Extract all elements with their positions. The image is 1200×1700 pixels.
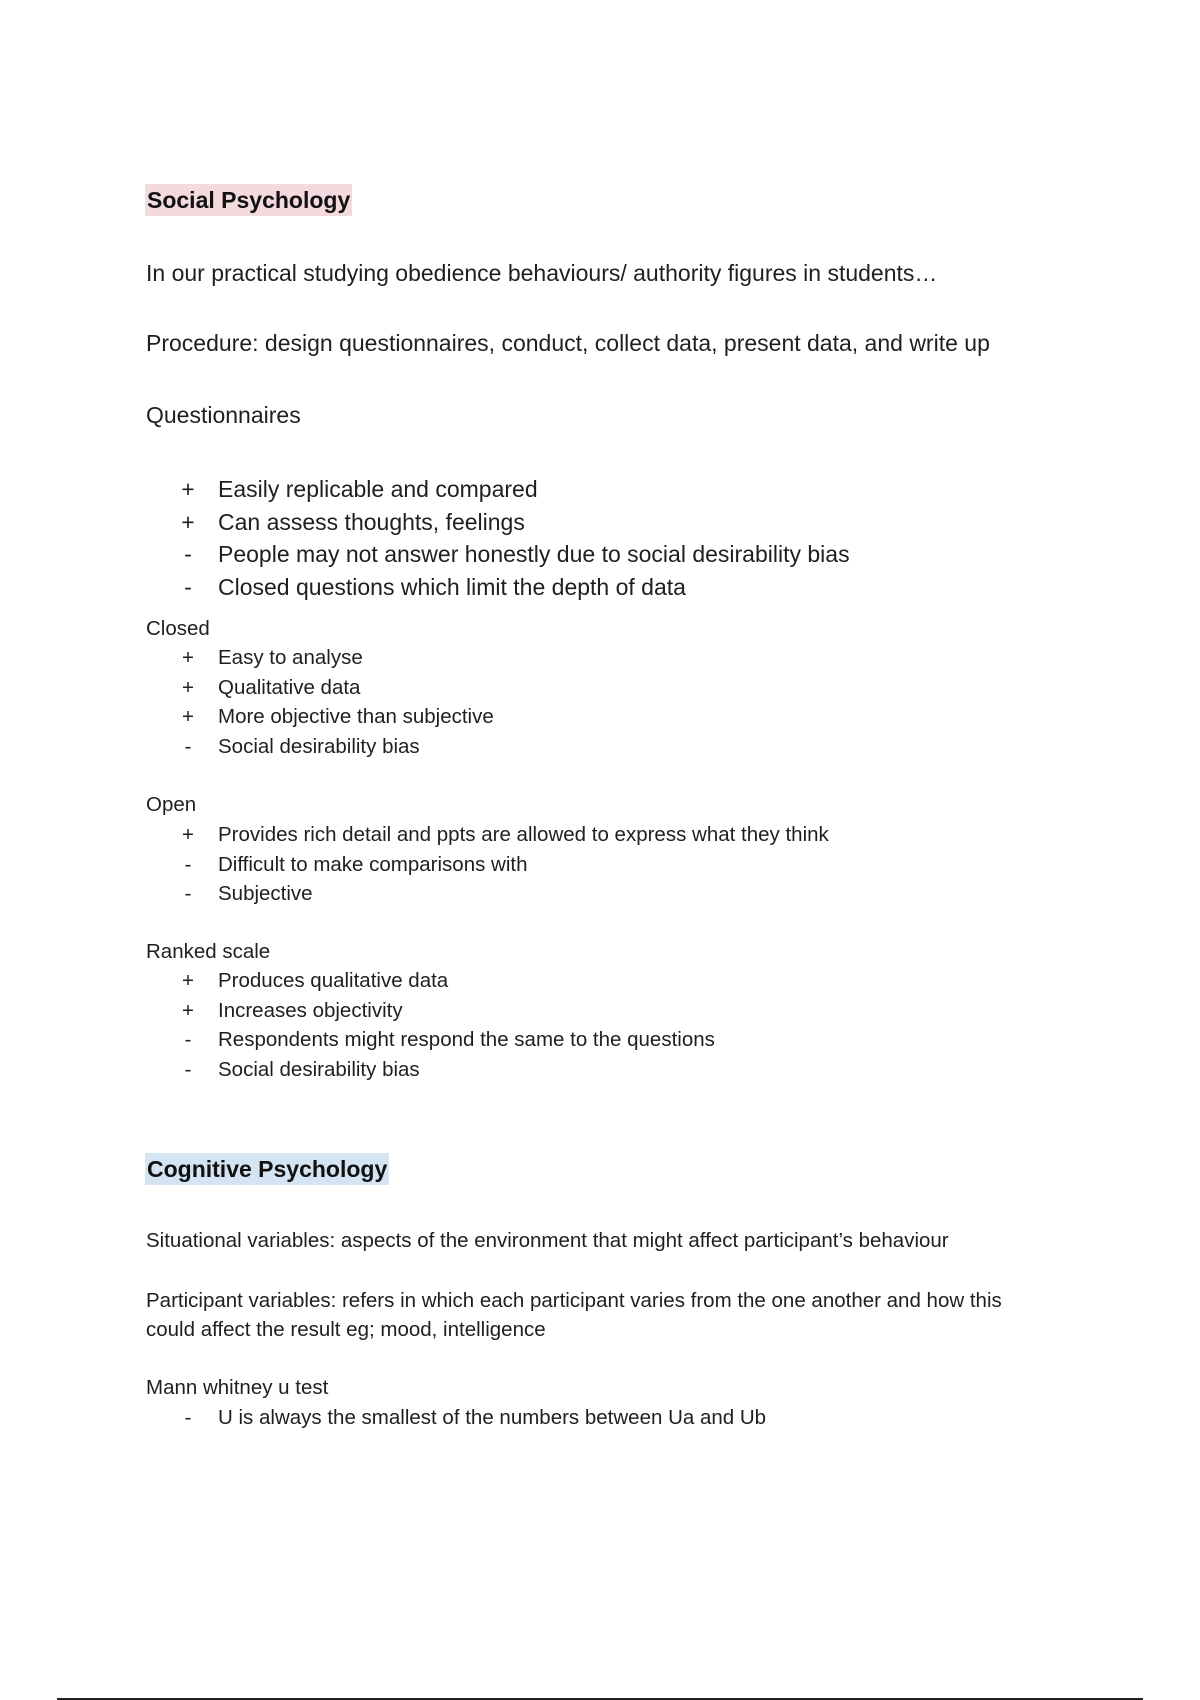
list-item	[146, 538, 850, 571]
list-item-text: Produces qualitative data	[218, 969, 449, 992]
list-item	[146, 966, 715, 996]
list-item-text: Social desirability bias	[218, 734, 420, 758]
questionnaires-list	[146, 473, 850, 603]
list-item-text: Easy to analyse	[218, 646, 363, 669]
closed-list	[146, 643, 494, 761]
mann-whitney-list	[146, 1403, 766, 1433]
participant-variables-line1: Participant variables: refers in which each participant varies from the one another and how this	[146, 1289, 1002, 1312]
list-item-text: Can assess thoughts, feelings	[218, 508, 525, 535]
list-item	[146, 1025, 715, 1055]
intro-text: In our practical studying obedience behaviours/ authority figures in students…	[146, 260, 938, 286]
list-item	[146, 1055, 715, 1085]
bullet-marker: -	[184, 882, 192, 905]
bullet-marker: -	[184, 1057, 192, 1081]
participant-variables-line2: could affect the result eg; mood, intelligence	[146, 1318, 546, 1341]
bullet-marker: +	[182, 705, 194, 728]
list-item-text: Provides rich detail and ppts are allowed to express what they think	[218, 823, 829, 846]
mann-whitney-title: Mann whitney u test	[146, 1376, 329, 1399]
list-item	[146, 1403, 766, 1433]
list-item-text: Respondents might respond the same to the questions	[218, 1028, 715, 1051]
list-item	[146, 643, 494, 673]
open-list	[146, 820, 829, 909]
bullet-marker: +	[182, 998, 194, 1022]
social-psychology-heading: Social Psychology	[145, 184, 352, 216]
bullet-marker: +	[182, 675, 194, 699]
procedure-text: Procedure: design questionnaires, conduct, collect data, present data, and write up	[146, 330, 990, 356]
situational-variables-text: Situational variables: aspects of the environment that might affect participant’s behaviour	[146, 1229, 949, 1252]
list-item	[146, 820, 829, 850]
list-item	[146, 996, 715, 1026]
list-item-text: U is always the smallest of the numbers between Ua and Ub	[218, 1406, 767, 1429]
list-item-text: Qualitative data	[218, 675, 361, 699]
list-item-text: Difficult to make comparisons with	[218, 852, 528, 876]
list-item	[146, 732, 494, 762]
list-item	[146, 850, 829, 880]
list-item	[146, 473, 850, 506]
bullet-marker: +	[181, 508, 195, 535]
list-item-text: Increases objectivity	[218, 998, 403, 1022]
bullet-marker: +	[181, 476, 195, 502]
cognitive-psychology-heading: Cognitive Psychology	[145, 1153, 389, 1185]
list-item	[146, 506, 850, 539]
list-item	[146, 571, 850, 604]
questionnaires-title: Questionnaires	[146, 402, 301, 428]
closed-title: Closed	[146, 617, 210, 640]
bullet-marker: -	[184, 734, 192, 758]
ranked-scale-list	[146, 966, 715, 1084]
list-item	[146, 673, 494, 703]
bullet-marker: -	[184, 1406, 192, 1429]
bullet-marker: +	[182, 823, 194, 846]
bullet-marker: -	[184, 852, 192, 876]
bullet-marker: -	[184, 541, 192, 567]
list-item-text: People may not answer honestly due to social desirability bias	[218, 541, 850, 567]
bullet-marker: -	[184, 573, 192, 600]
list-item-text: Easily replicable and compared	[218, 476, 538, 502]
list-item-text: More objective than subjective	[218, 705, 494, 728]
list-item	[146, 879, 829, 909]
bullet-marker: +	[182, 646, 194, 669]
list-item	[146, 702, 494, 732]
bullet-marker: +	[182, 969, 194, 992]
list-item-text: Social desirability bias	[218, 1057, 420, 1081]
list-item-text: Subjective	[218, 882, 313, 905]
ranked-scale-title: Ranked scale	[146, 940, 271, 963]
bullet-marker: -	[184, 1028, 192, 1051]
open-title: Open	[146, 793, 197, 816]
list-item-text: Closed questions which limit the depth of data	[218, 573, 686, 600]
